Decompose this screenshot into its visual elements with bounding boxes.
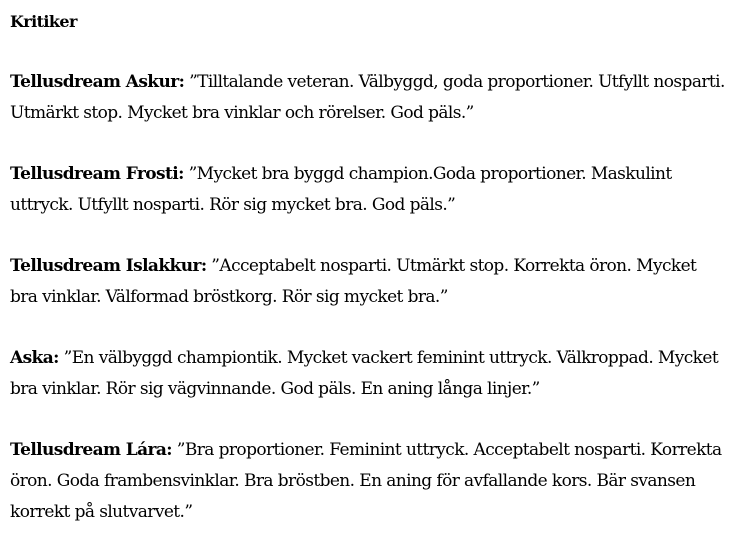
spacer <box>10 221 725 251</box>
critique-text: ”En välbyggd championtik. Mycket vackert feminint uttryck. Välkroppad. Mycket bra vinklar. Rör sig vägvinnande. God päls. En aning långa linjer.” <box>10 348 719 399</box>
critique-entry-aska <box>10 343 725 405</box>
critique-entry-frosti <box>10 159 725 221</box>
critique-entry-islakkur <box>10 251 725 313</box>
critique-text: ”Mycket bra byggd champion.Goda proportioner. Maskulint uttryck. Utfyllt nosparti. Rör sig mycket bra. God päls.” <box>10 164 672 215</box>
critique-entry-lara <box>10 435 725 528</box>
dog-name: Aska: <box>10 348 59 368</box>
critique-text: ”Bra proportioner. Feminint uttryck. Acceptabelt nosparti. Korrekta öron. Goda frambensvinklar. Bra bröstben. En aning för avfallande kors. Bär svansen korrekt på slutvarvet.” <box>10 440 722 522</box>
spacer <box>10 129 725 159</box>
page-heading: Kritiker <box>10 12 77 31</box>
dog-name: Tellusdream Lára: <box>10 440 172 460</box>
critique-text: ”Acceptabelt nosparti. Utmärkt stop. Korrekta öron. Mycket bra vinklar. Välformad bröstkorg. Rör sig mycket bra.” <box>10 256 697 307</box>
spacer <box>10 37 725 67</box>
critique-text: ”Tilltalande veteran. Välbyggd, goda proportioner. Utfyllt nosparti. Utmärkt stop. Mycket bra vinklar och rörelser. God päls.” <box>10 72 725 123</box>
dog-name: Tellusdream Frosti: <box>10 164 184 184</box>
dog-name: Tellusdream Islakkur: <box>10 256 207 276</box>
critiques-document <box>10 6 725 528</box>
critique-entry-askur <box>10 67 725 129</box>
dog-name: Tellusdream Askur: <box>10 72 185 92</box>
spacer <box>10 405 725 435</box>
spacer <box>10 313 725 343</box>
